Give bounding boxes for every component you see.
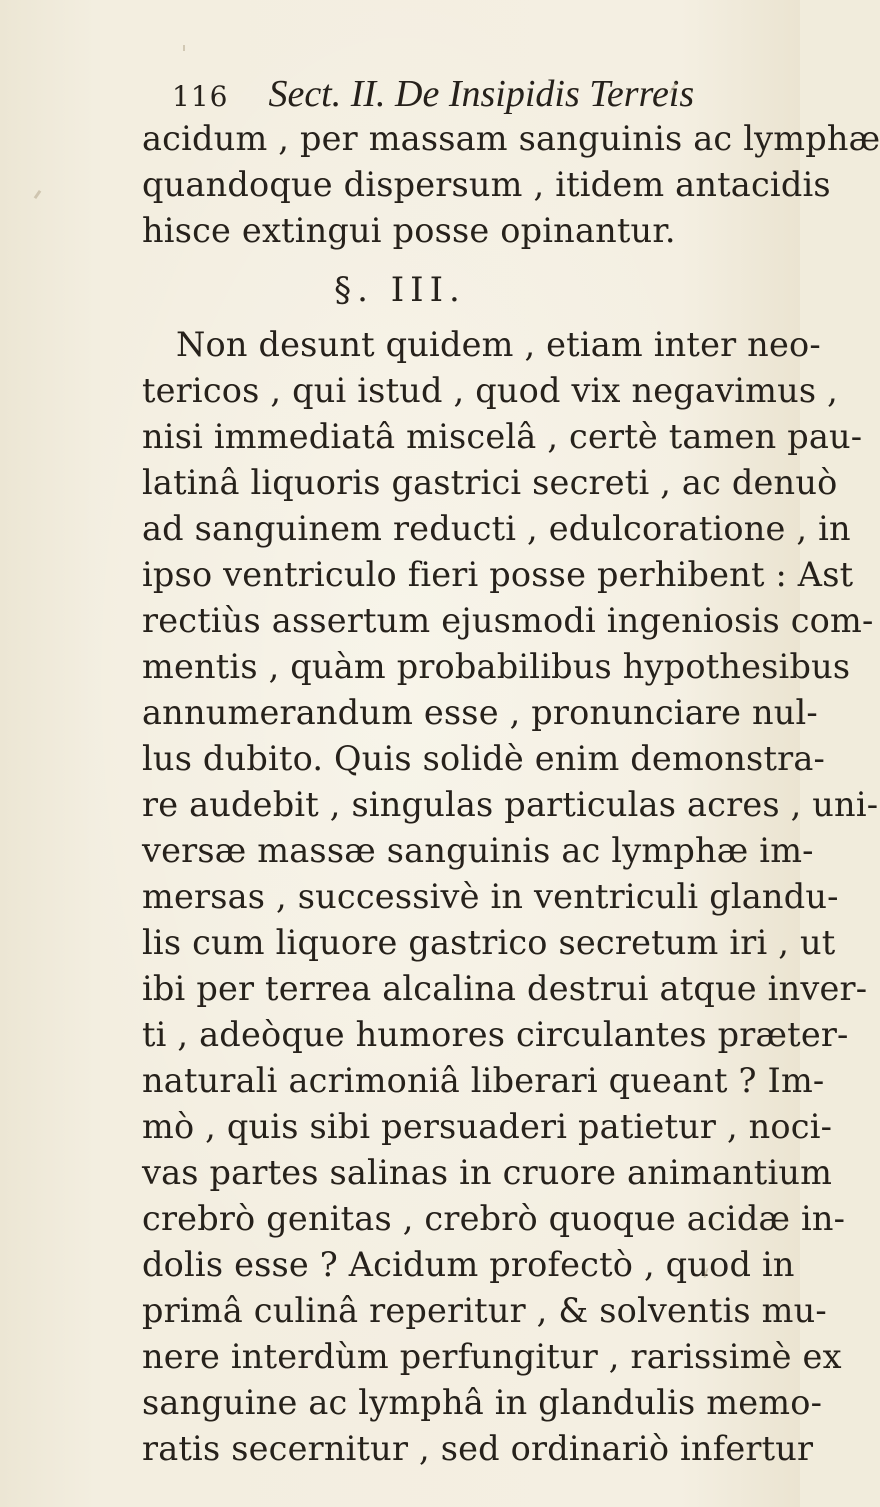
text-line: quandoque dispersum , itidem antacidis [142,165,831,204]
text-line: ipso ventriculo fieri posse perhibent : Ast [142,555,854,594]
text-line: ti , adeòque humores circulantes præter- [142,1015,849,1054]
text-line: Non desunt quidem , etiam inter neo- [176,325,821,364]
running-head [172,74,694,117]
text-line: rectiùs assertum ejusmodi ingeniosis com- [142,601,874,640]
page-number: 116 [172,80,229,113]
text-line: annumerandum esse , pronunciare nul- [142,693,818,732]
text-line: sanguine ac lymphâ in glandulis memo- [142,1383,823,1422]
text-line: dolis esse ? Acidum profectò , quod in [142,1245,795,1284]
text-line: primâ culinâ reperitur , & solventis mu- [142,1291,827,1330]
text-line: mò , quis sibi persuaderi patietur , noci- [142,1107,833,1146]
section-heading: §. III. [334,270,466,310]
text-line: vas partes salinas in cruore animantium [142,1153,833,1192]
text-line: hisce extingui posse opinantur. [142,211,676,250]
text-line: acidum , per massam sanguinis ac lymphæ [142,119,880,158]
text-line: ratis secernitur , sed ordinariò infertur [142,1429,814,1468]
text-line: lis cum liquore gastrico secretum iri , ut [142,923,836,962]
text-line: mersas , successivè in ventriculi glandu- [142,877,839,916]
text-line: latinâ liquoris gastrici secreti , ac denuò [142,463,838,502]
paper-speck [183,45,185,51]
paper-speck [34,190,42,199]
text-line: ibi per terrea alcalina destrui atque inver- [142,969,868,1008]
text-line: re audebit , singulas particulas acres , uni- [142,785,879,824]
text-line: lus dubito. Quis solidè enim demonstra- [142,739,826,778]
text-line: mentis , quàm probabilibus hypothesibus [142,647,851,686]
running-title: Sect. II. De Insipidis Terreis [268,73,695,115]
text-line: nisi immediatâ miscelâ , certè tamen pau- [142,417,863,456]
text-line: naturali acrimoniâ liberari queant ? Im- [142,1061,825,1100]
text-line: nere interdùm perfungitur , rarissimè ex [142,1337,842,1376]
text-line: crebrò genitas , crebrò quoque acidæ in- [142,1199,846,1238]
text-line: ad sanguinem reducti , edulcoratione , in [142,509,851,548]
text-line: tericos , qui istud , quod vix negavimus , [142,371,838,410]
text-line: versæ massæ sanguinis ac lymphæ im- [142,831,814,870]
